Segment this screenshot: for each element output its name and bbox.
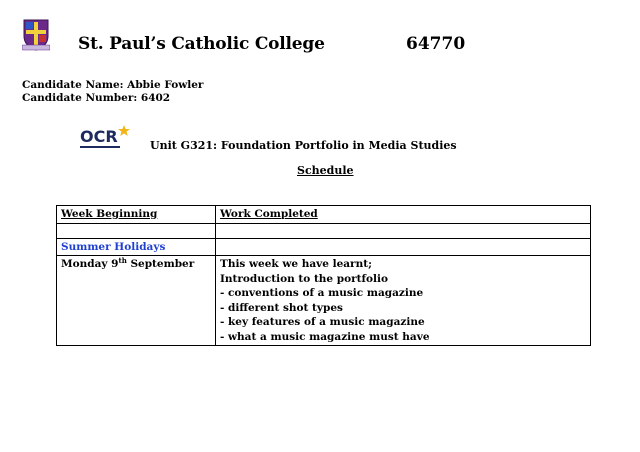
work-line: This week we have learnt; — [220, 258, 372, 270]
work-line: - different shot types — [220, 301, 343, 314]
table-row — [57, 256, 591, 346]
week-date-cell — [57, 256, 216, 346]
work-completed-header-text: Work Completed — [220, 208, 318, 220]
work-line: - what a music magazine must have — [220, 330, 430, 343]
work-line: - key features of a music magazine — [220, 316, 425, 328]
empty-cell — [216, 238, 591, 256]
table-spacer-row — [57, 223, 591, 238]
week-month: September — [126, 258, 195, 270]
ocr-logo-text: OCR — [80, 127, 118, 146]
work-completed-header — [216, 206, 591, 224]
unit-title: Unit G321: Foundation Portfolio in Media Studies — [150, 139, 457, 152]
centre-number: 64770 — [406, 34, 466, 54]
school-crest-icon — [22, 18, 50, 52]
college-name: St. Paul’s Catholic College — [78, 34, 325, 54]
summer-holidays-cell: Summer Holidays — [57, 238, 216, 256]
schedule-title: Schedule — [297, 164, 354, 177]
week-beginning-header-text: Week Beginning — [61, 208, 158, 220]
work-line: Introduction to the portfolio — [220, 272, 388, 285]
candidate-number: Candidate Number: 6402 — [22, 92, 171, 104]
spacer-cell — [216, 223, 591, 238]
table-row — [57, 238, 591, 256]
table-header-row — [57, 206, 591, 224]
week-day-suffix: th — [118, 256, 127, 265]
candidate-name: Candidate Name: Abbie Fowler — [22, 79, 204, 91]
ocr-logo-icon — [80, 124, 132, 152]
schedule-table — [56, 205, 591, 346]
work-completed-cell — [216, 256, 591, 346]
week-beginning-header — [57, 206, 216, 224]
work-line: - conventions of a music magazine — [220, 287, 424, 299]
spacer-cell — [57, 223, 216, 238]
week-day: Monday 9 — [61, 258, 119, 270]
